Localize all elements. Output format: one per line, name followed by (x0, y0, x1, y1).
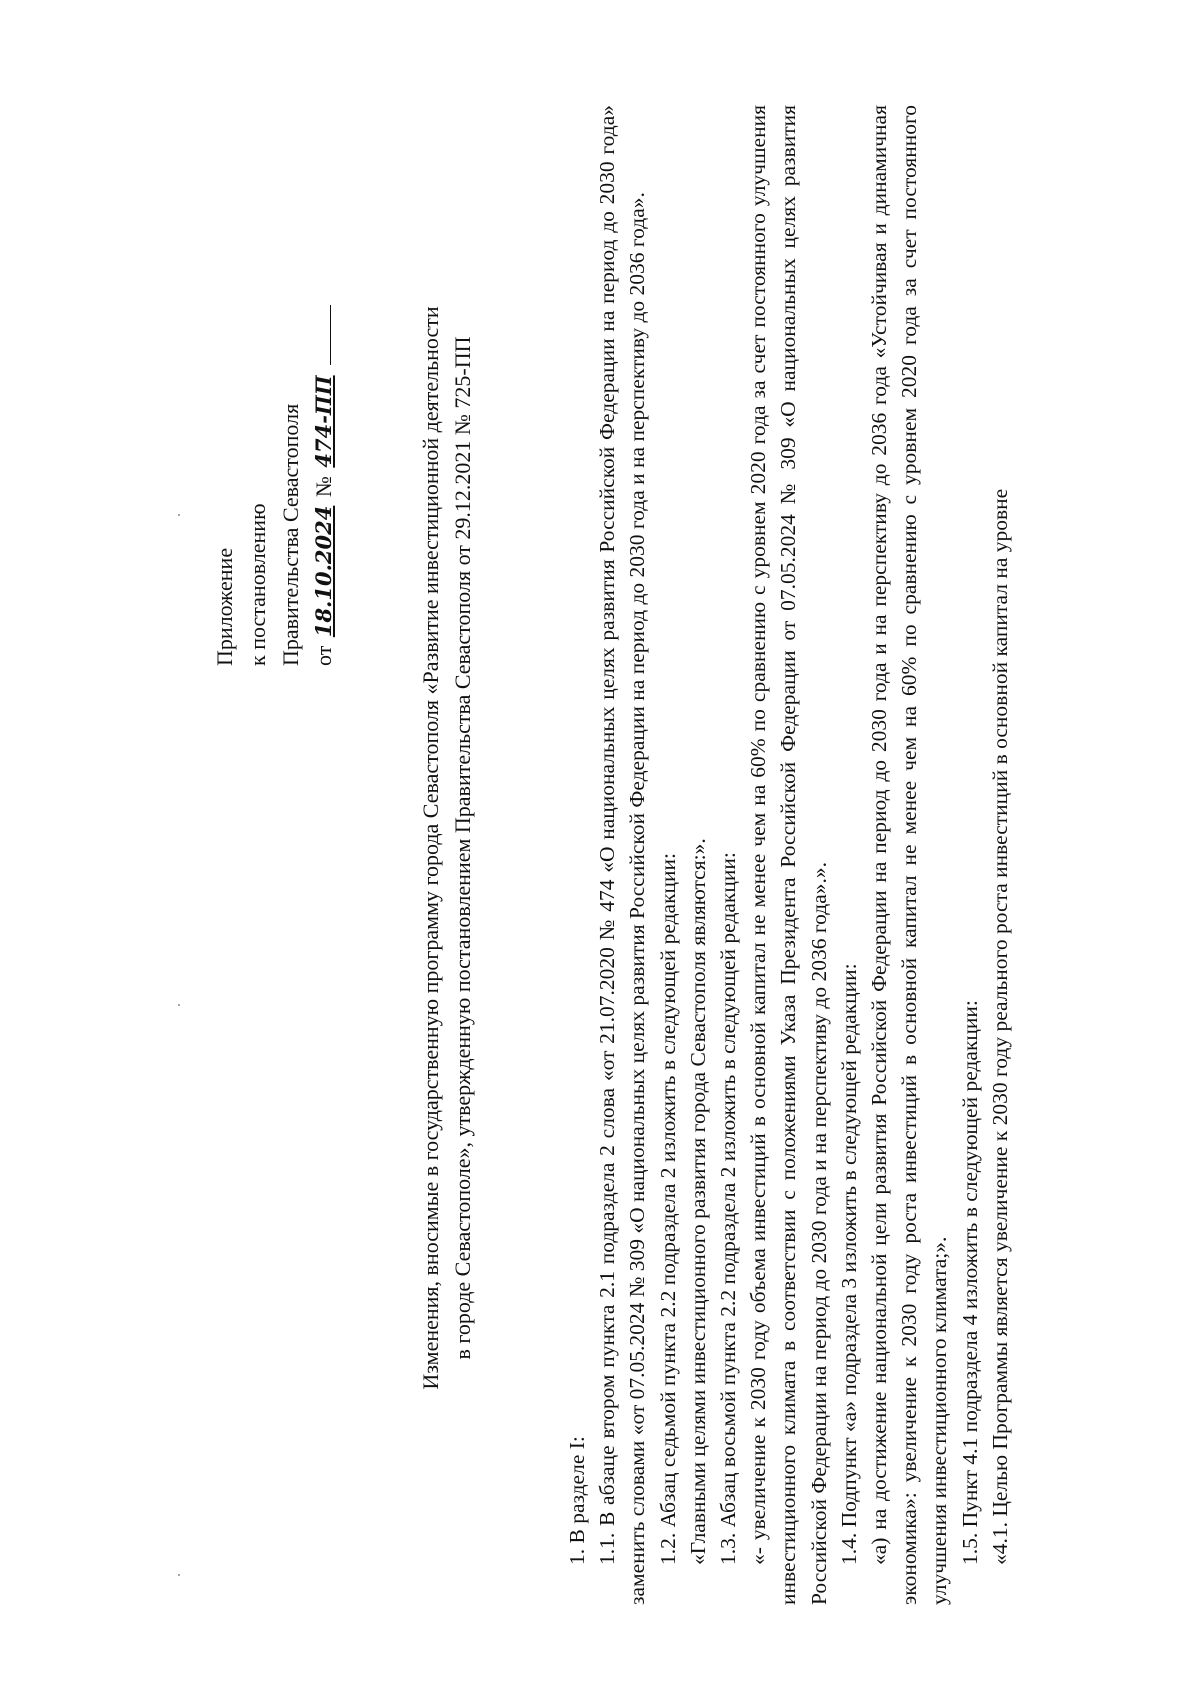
title-line-1: Изменения, вносимые в государственную программу города Севастополя «Развитие инвестиционной деятельности (418, 306, 443, 1390)
paragraph-1-3: 1.3. Абзац восьмой пункта 2.2 подраздела 2 изложить в следующей редакции: (716, 852, 741, 1565)
paragraph-1-4: 1.4. Подпункт «а» подраздела 3 изложить в следующей редакции: (836, 963, 861, 1565)
appendix-line-2: к постановлению (245, 503, 270, 666)
paragraph-1-5: 1.5. Пункт 4.1 подраздела 4 изложить в следующей редакции: (957, 1000, 982, 1565)
title-line-2: в городе Севастополе», утвержденную постановлением Правительства Севастополя от 29.12.2021 № 725-ПП (450, 336, 475, 1360)
scan-speck (178, 1574, 180, 1576)
scan-speck (178, 1004, 180, 1006)
handwritten-date: 18.10.2024 (311, 505, 336, 638)
appendix-line-3: Правительства Севастополя (278, 403, 303, 666)
paragraph-quote-4: «4.1. Целью Программы является увеличение к 2030 году реального роста инвестиций в основной капитал на уровне (987, 488, 1012, 1565)
paragraph-quote-2: «- увеличение к 2030 году объема инвестиций в основной капитал не менее чем на 60% по сравнению с уровнем 2020 года за счет постоянного улучшения инвестиционного климата в соответствии с положениями Указа Президента Российской Федерации от 07.05.2024 № 309 «О национальных целях развития Российской Федерации на период до 2030 года и на перспективу до 2036 года».». (746, 105, 831, 1605)
paragraph-1-2: 1.2. Абзац седьмой пункта 2.2 подраздела 2 изложить в следующей редакции: (655, 852, 680, 1565)
paragraph-quote-1: «Главными целями инвестиционного развития города Севастополя являются:». (685, 838, 710, 1565)
paragraph-1-1: 1.1. В абзаце втором пункта 2.1 подраздела 2 слова «от 21.07.2020 № 474 «О национальных целях развития Российской Федерации на период до 2030 года» заменить словами «от 07.05.2024 № 309 «О национальных целях развития Российской Федерации на период до 2030 года и на перспективу до 2036 года». (595, 105, 650, 1605)
handwritten-number: 474-ПП (311, 375, 336, 468)
number-sign: № (311, 476, 336, 498)
appendix-date-prefix: от (311, 645, 336, 666)
paragraph-quote-3: «а) на достижение национальной цели развития Российской Федерации на период до 2030 года и на перспективу до 2036 года «Устойчивая и динамичная экономика»: увеличение к 2030 году роста инвестиций в основной капитал не менее чем на 60% по сравнению с уровнем 2020 года за счет постоянного улучшения инвестиционного климата;». (867, 105, 952, 1605)
document-title (415, 100, 479, 1596)
appendix-line-1: Приложение (212, 547, 237, 666)
underline-tail (310, 305, 331, 365)
document-body (562, 105, 1015, 1605)
scan-speck (178, 514, 180, 516)
paragraph-1: 1. В разделе I: (565, 1436, 589, 1565)
appendix-block (208, 246, 340, 666)
appendix-line-4 (307, 246, 340, 666)
